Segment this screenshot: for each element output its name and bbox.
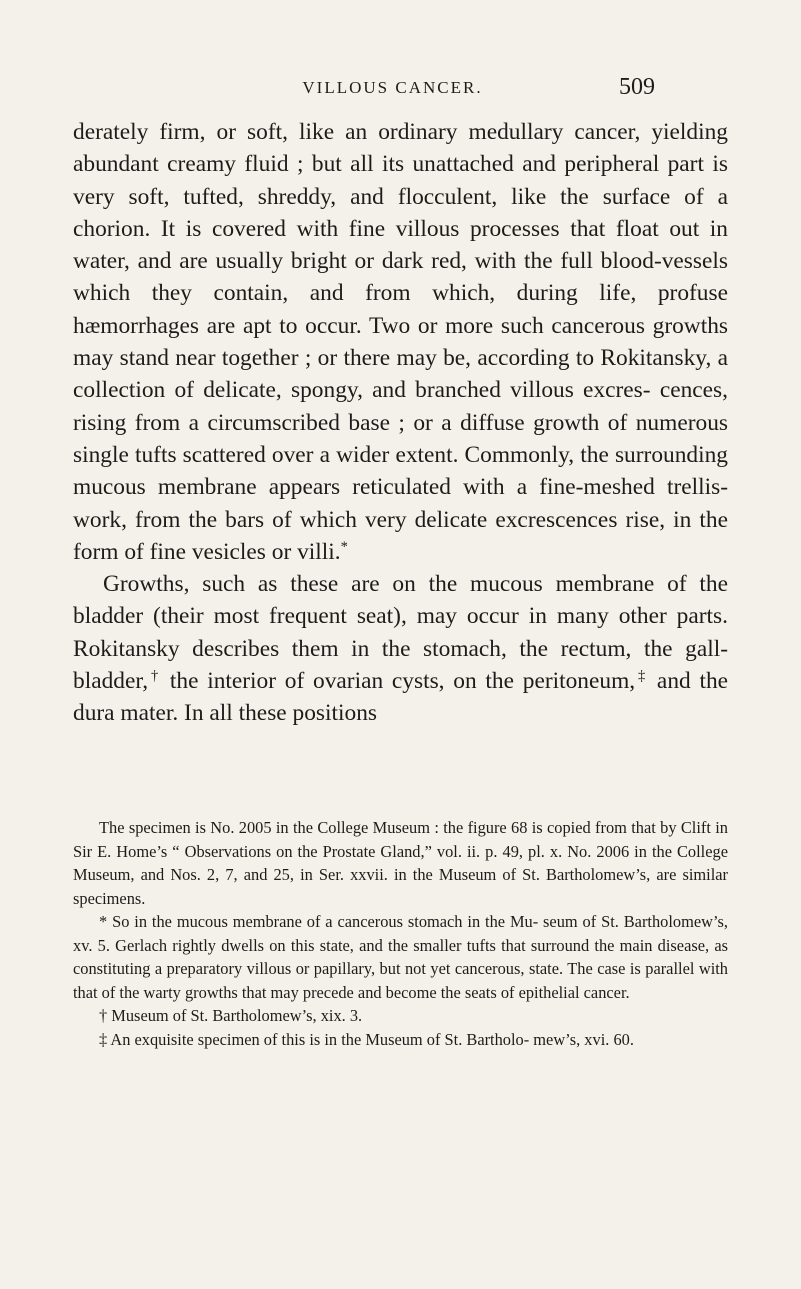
footnote-dagger: † Museum of St. Bartholomew’s, xix. 3.	[99, 1006, 363, 1025]
page-header	[130, 74, 655, 110]
footnote-double-dagger: ‡ An exquisite specimen of this is in the Museum of St. Bartholo- mew’s, xvi. 60.	[99, 1029, 634, 1049]
page-number: 509	[619, 74, 655, 100]
paragraph-2	[73, 568, 728, 729]
paragraph-1-text: derately firm, or soft, like an ordinary medullary cancer, yielding abundant creamy fluid ; but all its unattached and peripheral part is very soft, tufted, shreddy, and flocculent, like the surface of a chorion. It is covered with fine villous processes that float out in water, and are usually bright or dark red, with the full blood-vessels which they contain, and from which, during life, profuse hæmorrhages are apt to occur. Two or more such cancerous growths may stand near together ; or there may be, according to Rokitansky, a collection of delicate, spongy, and branched villous excres- cences, rising from a circumscribed base ; or a diffuse growth of numerous single tufts scattered over a wider extent. Commonly, the surrounding mucous membrane appears reticulated with a fine-meshed trellis-work, from the bars of which very delicate excrescences rise, in the form of fine vesicles or villi.	[73, 119, 728, 565]
footnote-ref-dagger: †	[148, 668, 162, 685]
paragraph-1	[73, 116, 728, 568]
footnote-continued: The specimen is No. 2005 in the College Museum : the figure 68 is copied from that by Clift in Sir E. Home’s “ Observations on the Prostate Gland,” vol. ii. p. 49, pl. x. No. 2006 in the College Museum, and Nos. 2, 7, and 25, in Ser. xxvii. in the Museum of St. Bartholomew’s, are similar specimens.	[73, 818, 728, 908]
footnote-ref-double-dagger: ‡	[635, 668, 649, 685]
paragraph-2-text-a: Growths, such as these are on the mucous membrane of the bladder (their most frequent seat), may occur in many other parts. Rokitansky describes them in the stomach, the rectum, the gall-bladder,	[73, 571, 728, 695]
footnote-ref-star: *	[340, 538, 348, 555]
body-text	[73, 116, 728, 730]
paragraph-2-text-c: and the dura mater. In all these positions	[73, 668, 729, 727]
footnote-star: * So in the mucous membrane of a cancerous stomach in the Mu- seum of St. Bartholomew’s, xv. 5. Gerlach rightly dwells on this state, and the smaller tufts that surround the main disease, as constituting a preparatory villous or papillary, but not yet cancerous, state. The case is parallel with that of the warty growths that may precede and become the seats of epithelial cancer.	[73, 912, 728, 1002]
footnotes	[73, 816, 728, 1051]
running-head: VILLOUS CANCER.	[302, 78, 483, 97]
paragraph-2-text-b: the interior of ovarian cysts, on the peritoneum,	[161, 668, 636, 695]
